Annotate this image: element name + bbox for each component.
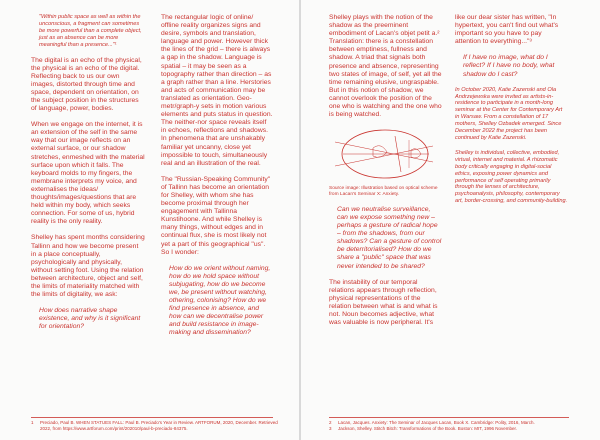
italic-question: How does narrative shape existence, and why is it significant for orientation? bbox=[39, 307, 141, 331]
footnote bbox=[31, 420, 281, 432]
paragraph: like our dear sister has written, "In hypertext, you can't find out what's important so you have to pay attention to everything..."³ bbox=[455, 14, 559, 46]
footnote-number: 2 bbox=[329, 420, 332, 425]
italic-question: If I have no image, what do I reflect? If I have no body, what shadow do I cast? bbox=[463, 54, 555, 78]
paragraph: The "Russian-Speaking Community" of Tallinn has become an orientation for Shelley, with whom she has become proximal through her engagement with Tallinna Kunstihoone. And while Shelley is many things, without edges and in continual flux, she is most likely not yet a part of this geographical "us". So I wonder: bbox=[161, 175, 271, 256]
bio-paragraph: Shelley is individual, collective, embodied, virtual, internet and material. A rhizomatic body critically engaging in digital-social ethics, exposing power dynamics and performance of self operating primarily through the lenses of architecture, psychoanalysis, philosophy, contemporary art, border-crossing, and community-building. bbox=[455, 149, 568, 205]
left-page bbox=[0, 0, 299, 440]
optical-scheme-illustration bbox=[329, 126, 442, 182]
opening-quote: "Within public space as well as within the unconscious, a fragment can sometimes be more powerful than a complete object, just as an absence can be more meaningful than a presence..."¹ bbox=[39, 14, 142, 48]
paragraph: The rectangular logic of online/ offline reality organizes signs and desire, symbols and translation, language and power. However thick the lines of the grid – there is always a gap in the shadow. Language is spatial – it may be seen as a topography rather than direction – as a graph rather than a line. Herstories and acts of communication may be translated as orientation. Geo-metr/graph-y sets in motion various elements and puts status in question. The neither-nor space reveals itself in echoes, reflections and shadows. In phenomena that are unshakably familiar yet uncanny, close yet impossible to touch, simultaneously real and an illustration of the real. bbox=[161, 14, 273, 167]
right-page-column-1 bbox=[329, 14, 442, 335]
paragraph: Shelley has spent months considering Tallinn and how we become present in a place conceptually, psychologically and physically, without setting foot. Using the relation between architecture, object and self, the limits of materiality matched with the limits of digitality, we ask: bbox=[31, 234, 145, 299]
footnotes bbox=[329, 420, 579, 432]
illustration-ray bbox=[335, 142, 433, 162]
footnote-text: Jackson, Shelley. Stitch Bitch: Transformations of the Book. Boston: MIT, 1996 November. bbox=[338, 426, 518, 431]
paragraph: When we engage on the internet, it is an extension of the self in the same way that our image reflects on an external surface, or our shadow stretches, enmeshed with the material surface upon which it falls. The keyboard molds to my fingers, the membrane interprets my voice, and externalises the ideas/ thoughts/images/questions that are held within my body, which seeks connection. For some of us, hybrid reality is the only reality. bbox=[31, 121, 145, 226]
paragraph: The instability of our temporal relations appears through reflection, physical representations of the relation between what is and what is not. Noun becomes adjective, what was valuable is now peripheral. It's bbox=[329, 278, 438, 327]
paragraph: Shelley plays with the notion of the shadow as the preeminent embodiment of Lacan's objet petit a.² Translation: there is a constellation between emptiness, fullness and shadow. A triad that signals both presence and absence, representing two states of image, of self, yet all the time remaining elusive, ungraspable. But in this notion of shadow, we cannot overlook the position of the one who is watching and the one who is being watched. bbox=[329, 14, 442, 119]
footnote-number: 1 bbox=[31, 420, 34, 425]
footnote-rule bbox=[329, 417, 569, 418]
footnote-text: Preciado, Paul B. WHEN STATUES FALL: Paul B. Preciado's Year in Review. ARTFORUM, 2020, December. Retrieved 2022, from https://www.artforum.com/print/202010/paul-b-preciado-84375. bbox=[40, 420, 278, 431]
figure-caption: Source image: Illustration based on optical scheme from Lacan's Seminar X: Anxiety. bbox=[329, 186, 438, 198]
left-page-column-2 bbox=[161, 14, 273, 346]
footnote bbox=[329, 426, 579, 432]
right-page bbox=[301, 0, 600, 440]
left-page-column-1 bbox=[31, 14, 145, 339]
paragraph: The digital is an echo of the physical, the physical is an echo of the digital. Reflecting back to us our own images, distorted through time and space, dependent on orientation, on the subject position in the structures of language, power, bodies. bbox=[31, 56, 142, 113]
bio-paragraph: In October 2020, Katie Zazenski and Ola Andrzejewska were invited as artists-in-residence to participate in a month-long seminar at the Center for Contemporary Art in Warsaw. From a constellation of 17 mothers, Shelley Ozbadek emerged. Since December 2022 the project has been continued by Katie Zazenski. bbox=[455, 86, 563, 141]
illustration-ray bbox=[335, 146, 433, 166]
right-page-column-2 bbox=[455, 14, 568, 213]
italic-question: Can we neutralise surveillance, can we expose something new – perhaps a gesture of radical hope – from the shadows, from our shadows? Can a gesture of control be deterritorialised? How do we share a "public" space that was never intended to be shared? bbox=[337, 205, 442, 270]
footnote-text: Lacan, Jacques. Anxiety: The Seminar of Jacques Lacan, Book X. Cambridge: Polity, 2016, March. bbox=[338, 420, 535, 425]
italic-question: How do we orient without naming, how do we hold space without subjugating, how do we become we, be present without watching, othering, colonising? How do we find presence in absence, and how can we decentralise power and build resistance in image-making and dissemination? bbox=[169, 264, 271, 337]
footnote-rule bbox=[31, 417, 273, 418]
footnote-number: 3 bbox=[329, 426, 332, 431]
